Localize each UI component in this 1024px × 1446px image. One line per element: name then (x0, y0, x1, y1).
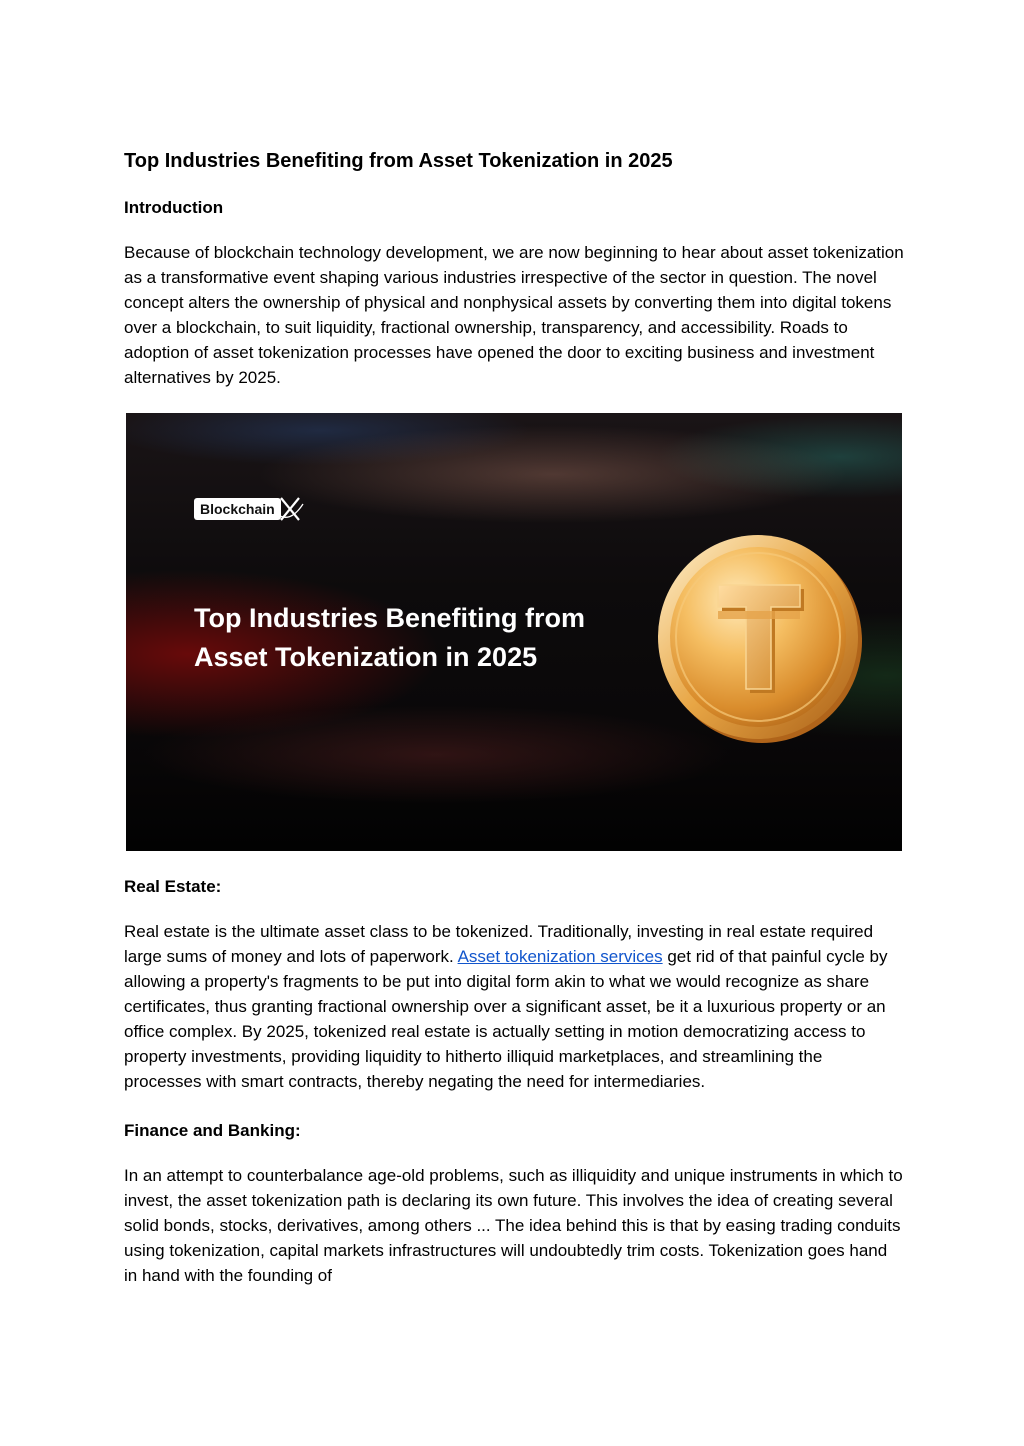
document-page (124, 146, 904, 1288)
real-estate-text-part2: get rid of that painful cycle by allowing a property's fragments to be put into digital form akin to what we would recognize as share certificates, thus granting fractional ownership over a significant asset, be it a luxurious property or an office complex. By 2025, tokenized real estate is actually setting in motion democratizing access to property investments, providing liquidity to hitherto illiquid marketplaces, and streamlining the processes with smart contracts, thereby negating the need for intermediaries. (124, 947, 888, 1091)
intro-paragraph: Because of blockchain technology development, we are now beginning to hear about asset tokenization as a transformative event shaping various industries irrespective of the sector in question. The novel concept alters the ownership of physical and nonphysical assets by converting them into digital tokens over a blockchain, to suit liquidity, fractional ownership, transparency, and accessibility. Roads to adoption of asset tokenization processes have opened the door to exciting business and investment alternatives by 2025. (124, 243, 904, 387)
real-estate-text-part1: Real estate is the ultimate asset class to be tokenized. Traditionally, investing in real estate required large sums of money and lots of paperwork. (124, 922, 874, 966)
banner-title-line2: Asset Tokenization in 2025 (194, 642, 538, 672)
logo-x-icon (275, 494, 305, 524)
finance-heading: Finance and Banking: (124, 1121, 301, 1140)
gold-coin-t-icon (656, 533, 862, 745)
banner-title (194, 599, 664, 677)
logo-text: Blockchain (194, 498, 281, 520)
document-title: Top Industries Benefiting from Asset Tokenization in 2025 (124, 150, 673, 172)
asset-tokenization-services-link[interactable]: Asset tokenization services (457, 947, 663, 966)
real-estate-paragraph (124, 919, 904, 1094)
hero-banner-image (126, 413, 902, 851)
blockchainx-logo (194, 495, 305, 523)
real-estate-heading: Real Estate: (124, 877, 222, 896)
banner-title-line1: Top Industries Benefiting from (194, 603, 585, 633)
finance-paragraph: In an attempt to counterbalance age-old problems, such as illiquidity and unique instruments in which to invest, the asset tokenization path is declaring its own future. This involves the idea of creating several solid bonds, stocks, derivatives, among others ... The idea behind this is that by easing trading conduits using tokenization, capital markets infrastructures will undoubtedly trim costs. Tokenization goes hand in hand with the founding of (124, 1166, 903, 1285)
intro-heading: Introduction (124, 198, 224, 217)
